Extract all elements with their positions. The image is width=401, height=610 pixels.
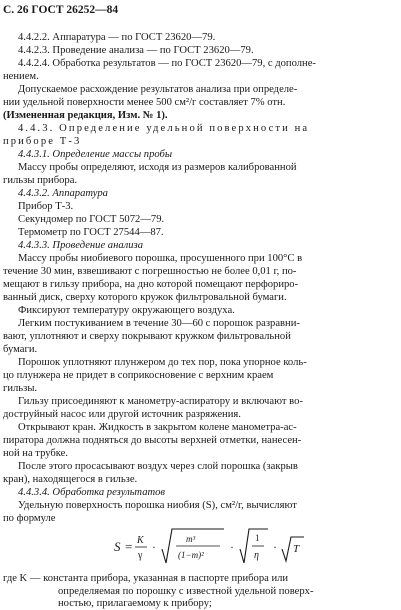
section-heading-4-4-3: 4.4.3. Определение удельной поверхности на [18,123,310,134]
definition-k-cont: ностью, прилагаемому к прибору; [58,598,212,609]
formula-m-cubed: m³ [186,534,196,544]
text-line: Прибор Т-3. [18,201,74,212]
amendment-note: (Измененная редакция, Изм. № 1). [3,110,168,121]
formula-t: T [293,543,300,555]
para-4-4-2-4-cont: нением. [3,71,39,82]
formula-eq: = [125,539,133,554]
definition-k-cont: определяемая по порошку с известной удельной поверх- [58,586,314,597]
text-line: доструйный насос или другой источник разряжения. [3,409,241,420]
formula-one-minus-m-sq: (1−m)² [178,550,204,560]
subheading-4-4-3-3: 4.4.3.3. Проведение анализа [18,240,143,251]
subheading-4-4-3-1: 4.4.3.1. Определение массы пробы [18,149,173,160]
para-4-4-2-3: 4.4.2.3. Проведение анализа — по ГОСТ 23620—79. [18,45,254,56]
text-line: по формуле [3,513,56,524]
subheading-4-4-3-2: 4.4.3.2. Аппаратура [18,188,108,199]
text-line: После этого просасывают воздух через слой порошка (закрыв [18,461,298,472]
page-header: С. 26 ГОСТ 26252—84 [3,4,119,16]
text-line: ной на трубке. [3,448,69,459]
formula-one: 1 [255,533,260,543]
formula-dot-2: · [230,540,234,554]
formula-gamma: γ [138,550,143,561]
text-line: ванный диск, сверху которого кружок фильтровальной бумаги. [3,292,287,303]
text-line: течение 30 мин, взвешивают с погрешностью не более 0,01 г, по- [3,266,297,277]
text-line: Фиксируют температуру окружающего воздуха. [18,305,235,316]
para-4-4-2-2: 4.4.2.2. Аппаратура — по ГОСТ 23620—79. [18,32,216,43]
text-line: гильзы прибора. [3,175,78,186]
formula-k: K [137,535,144,546]
definition-k: где K — константа прибора, указанная в паспорте прибора или [3,573,289,584]
text-line: гильзы. [3,383,38,394]
text-line: Гильзу присоединяют к манометру-аспиратору и включают во- [18,396,303,407]
text-line: Термометр по ГОСТ 27544—87. [18,227,164,238]
subheading-4-4-3-4: 4.4.3.4. Обработка результатов [18,487,166,498]
text-line: Массу пробы ниобиевого порошка, просушенного при 100°С в [18,253,303,264]
text-line: Порошок уплотняют плунжером до тех пор, пока упорное коль- [18,357,307,368]
text-line: кран), находящегося в гильзе. [3,474,138,485]
formula-s: S [114,539,121,554]
text-line: Открывают кран. Жидкость в закрытом колене манометра-ас- [18,422,297,433]
text-line: Удельную поверхность порошка ниобия (S), см²/г, вычисляют [18,500,297,511]
text-line: Секундомер по ГОСТ 5072—79. [18,214,165,225]
text-line: вают, уплотняют и сверху покрывают кружком фильтровальной [3,331,291,342]
section-heading-cont: приборе Т-3 [3,136,82,147]
formula-dot-1: · [152,540,156,554]
text-line: бумаги. [3,344,38,355]
text-line: Массу пробы определяют, исходя из размеров калиброванной [18,162,297,173]
formula-eta: η [254,550,259,561]
text-line: Допускаемое расхождение результатов анализа при определе- [18,84,298,95]
text-line: мещают в гильзу прибора, на дно которой помещают перфориро- [3,279,299,290]
text-line: пиратора должна подняться до высоты верхней отметки, нанесен- [3,435,302,446]
text-line: цо плунжера не придет в соприкосновение с верхним краем [3,370,274,381]
text-line: Легким постукиванием в течение 30—60 с порошок разравни- [18,318,300,329]
formula-dot-3: · [273,540,277,554]
para-4-4-2-4: 4.4.2.4. Обработка результатов — по ГОСТ 23620—79, с дополне- [18,58,316,69]
specific-surface-formula [112,525,342,569]
text-line: нии удельной поверхности менее 500 см²/г составляет 7% отн. [3,97,286,108]
